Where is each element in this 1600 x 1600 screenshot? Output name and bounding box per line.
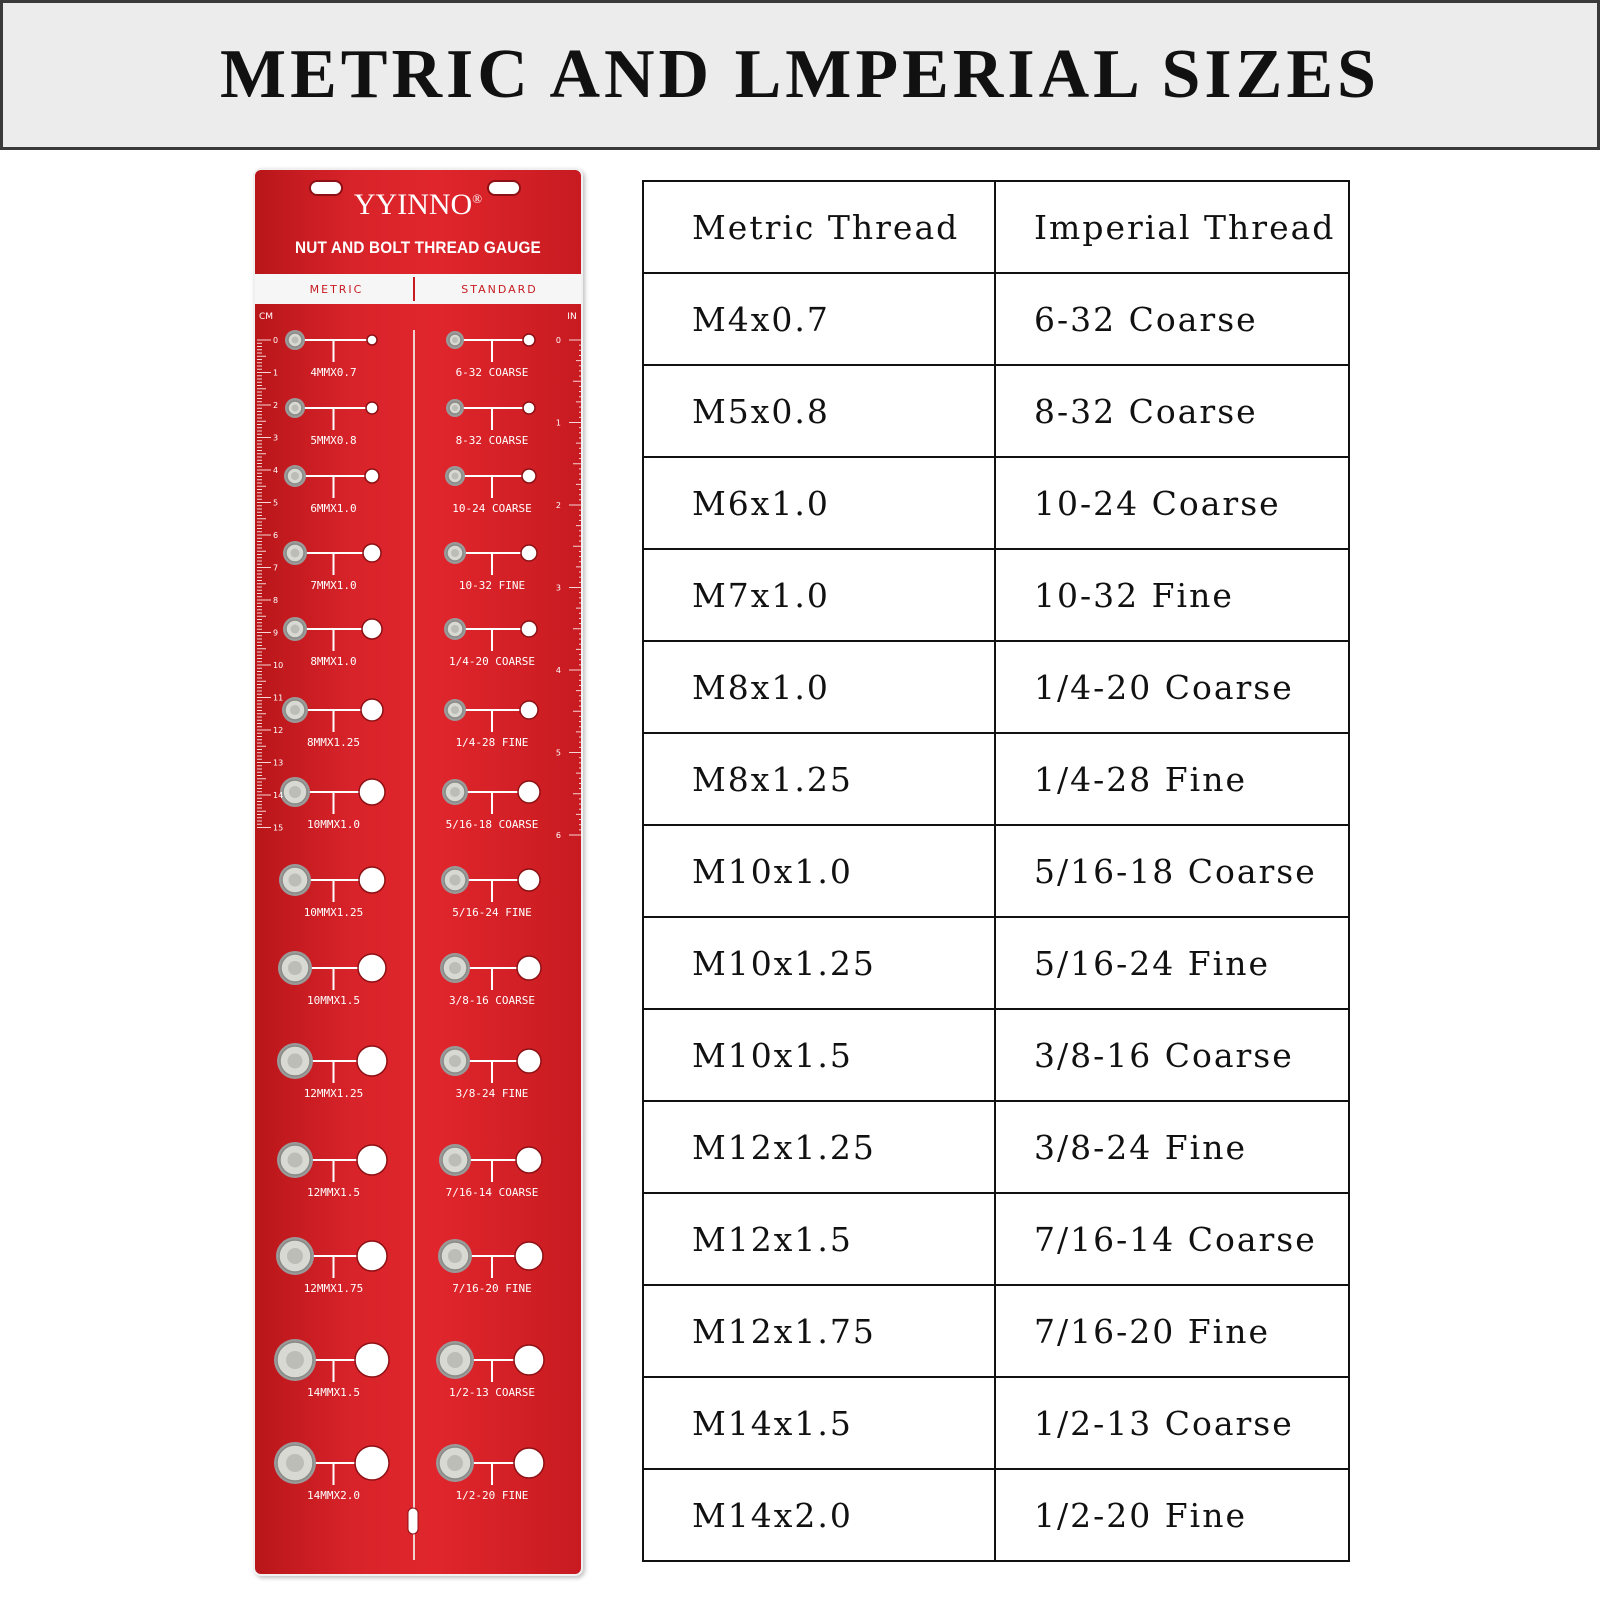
metric-stud-center [289, 874, 302, 887]
standard-hole [522, 469, 536, 483]
table-row [643, 365, 1349, 457]
standard-hole [514, 1345, 544, 1375]
metric-thread-cell: M4x0.7 [643, 273, 995, 365]
metric-size-label: 5MMX0.8 [310, 434, 357, 447]
standard-stud-center [451, 706, 459, 714]
metric-hole [365, 469, 379, 483]
standard-hole [517, 956, 541, 980]
metric-size-label: 6MMX1.0 [310, 502, 357, 515]
metric-hole [358, 954, 386, 982]
table-row [643, 733, 1349, 825]
metric-thread-cell: M10x1.25 [643, 917, 995, 1009]
standard-hole [521, 621, 537, 637]
thread-gauge-plate [253, 168, 583, 1576]
metric-hole [362, 619, 382, 639]
metric-thread-cell: M10x1.5 [643, 1009, 995, 1101]
table-row [643, 1009, 1349, 1101]
standard-size-label: 1/4-20 COARSE [448, 655, 536, 668]
inch-label: 3 [555, 583, 561, 593]
standard-size-label: 3/8-16 COARSE [448, 994, 536, 1007]
metric-size-label: 12MMX1.75 [303, 1282, 364, 1295]
metric-stud-center [287, 1248, 303, 1264]
standard-stud-center [450, 875, 461, 886]
metric-thread-cell: M5x0.8 [643, 365, 995, 457]
cm-label: 8 [273, 596, 279, 605]
imperial-thread-cell: 3/8-24 Fine [995, 1101, 1349, 1193]
standard-heading: STANDARD [461, 282, 538, 296]
cm-label: 13 [273, 758, 284, 768]
table-row [643, 1377, 1349, 1469]
imperial-thread-cell: 7/16-14 Coarse [995, 1193, 1349, 1285]
standard-size-label: 1/2-20 FINE [455, 1489, 529, 1502]
table-row [643, 549, 1349, 641]
inch-label: 5 [555, 748, 561, 758]
table-row [643, 1193, 1349, 1285]
standard-size-label: 5/16-18 COARSE [445, 818, 539, 831]
standard-stud-center [452, 337, 458, 343]
inch-label: 4 [555, 666, 561, 675]
cm-label: 0 [273, 336, 279, 345]
imperial-thread-cell: 7/16-20 Fine [995, 1285, 1349, 1377]
standard-stud-center [452, 405, 458, 411]
standard-stud-center [448, 1249, 462, 1263]
standard-hole [515, 1242, 543, 1270]
metric-stud-center [291, 472, 299, 480]
table-row [643, 457, 1349, 549]
metric-size-label: 12MMX1.25 [303, 1087, 364, 1100]
metric-thread-cell: M14x2.0 [643, 1469, 995, 1561]
metric-stud-center [292, 337, 299, 344]
table-row [643, 273, 1349, 365]
metric-thread-cell: M8x1.25 [643, 733, 995, 825]
imperial-thread-cell: 1/4-28 Fine [995, 733, 1349, 825]
standard-hole [523, 402, 535, 414]
inch-label: 1 [555, 418, 561, 428]
metric-hole [355, 1446, 389, 1480]
metric-size-label: 10MMX1.0 [307, 818, 360, 831]
metric-stud-center [289, 786, 301, 798]
cm-label: 12 [273, 726, 284, 735]
metric-thread-cell: M12x1.5 [643, 1193, 995, 1285]
metric-hole [359, 867, 385, 893]
metric-size-label: 14MMX1.5 [307, 1386, 360, 1399]
title-banner [0, 0, 1600, 150]
metric-hole [357, 1241, 387, 1271]
metric-size-label: 10MMX1.25 [303, 906, 364, 919]
imperial-thread-cell: 3/8-16 Coarse [995, 1009, 1349, 1101]
page-title: METRIC AND LMPERIAL SIZES [220, 36, 1380, 113]
standard-hole [518, 781, 540, 803]
imperial-thread-cell: 10-32 Fine [995, 549, 1349, 641]
cm-label: 11 [273, 693, 284, 703]
metric-stud-center [290, 705, 300, 715]
standard-stud-center [450, 787, 460, 797]
metric-thread-cell: M14x1.5 [643, 1377, 995, 1469]
inch-label: 2 [555, 501, 561, 510]
metric-thread-cell: M8x1.0 [643, 641, 995, 733]
table-row [643, 1101, 1349, 1193]
metric-thread-cell: M7x1.0 [643, 549, 995, 641]
metric-size-label: 8MMX1.0 [310, 655, 357, 668]
metric-stud-center [291, 625, 300, 634]
metric-heading: METRIC [309, 282, 364, 296]
standard-hole [516, 1147, 542, 1173]
standard-size-label: 5/16-24 FINE [452, 906, 532, 919]
cm-unit-label: CM [259, 312, 274, 322]
standard-stud-center [449, 962, 461, 974]
table-row [643, 917, 1349, 1009]
imperial-thread-cell: 6-32 Coarse [995, 273, 1349, 365]
metric-hole [363, 544, 381, 562]
standard-size-label: 7/16-14 COARSE [445, 1186, 539, 1199]
metric-thread-cell: M12x1.25 [643, 1101, 995, 1193]
cm-label: 10 [273, 661, 284, 670]
imperial-thread-cell: 1/4-20 Coarse [995, 641, 1349, 733]
cm-label: 15 [273, 823, 284, 833]
metric-stud-center [291, 549, 300, 558]
imperial-thread-header: Imperial Thread [995, 181, 1349, 273]
standard-stud-center [447, 1352, 463, 1368]
metric-stud-center [288, 961, 302, 975]
standard-size-label: 6-32 COARSE [455, 366, 529, 379]
table-row [643, 1285, 1349, 1377]
metric-stud-center [288, 1054, 303, 1069]
cm-label: 4 [273, 466, 279, 475]
standard-hole [517, 1049, 541, 1073]
inch-label: 6 [555, 831, 561, 840]
table-header-row [643, 181, 1349, 273]
table-row [643, 641, 1349, 733]
gauge-title: NUT AND BOLT THREAD GAUGE [295, 238, 541, 257]
metric-size-label: 4MMX0.7 [310, 366, 357, 379]
metric-size-label: 8MMX1.25 [307, 736, 360, 749]
thread-size-table [642, 180, 1350, 1562]
standard-hole [518, 869, 540, 891]
metric-hole [359, 779, 385, 805]
standard-stud-center [452, 473, 459, 480]
inch-label: 0 [555, 336, 561, 345]
metric-stud-center [292, 405, 299, 412]
cm-label: 6 [273, 531, 279, 540]
imperial-thread-cell: 8-32 Coarse [995, 365, 1349, 457]
standard-size-label: 1/4-28 FINE [455, 736, 529, 749]
imperial-thread-cell: 10-24 Coarse [995, 457, 1349, 549]
metric-size-label: 12MMX1.5 [307, 1186, 360, 1199]
metric-stud-center [288, 1153, 303, 1168]
metric-size-label: 14MMX2.0 [307, 1489, 360, 1502]
table-row [643, 1469, 1349, 1561]
cm-label: 5 [273, 498, 279, 508]
metric-hole [367, 335, 377, 345]
metric-stud-center [286, 1454, 304, 1472]
metric-thread-header: Metric Thread [643, 181, 995, 273]
cm-label: 9 [273, 628, 279, 638]
in-unit-label: IN [567, 312, 577, 322]
cm-label: 3 [273, 433, 279, 443]
standard-stud-center [451, 625, 459, 633]
cm-label: 7 [273, 563, 279, 573]
metric-hole [361, 699, 383, 721]
metric-thread-cell: M6x1.0 [643, 457, 995, 549]
standard-size-label: 10-24 COARSE [452, 502, 532, 515]
imperial-thread-cell: 1/2-13 Coarse [995, 1377, 1349, 1469]
standard-stud-center [447, 1455, 463, 1471]
metric-hole [357, 1046, 387, 1076]
imperial-thread-cell: 5/16-24 Fine [995, 917, 1349, 1009]
imperial-thread-cell: 1/2-20 Fine [995, 1469, 1349, 1561]
standard-hole [514, 1448, 544, 1478]
standard-stud-center [449, 1154, 462, 1167]
cm-label: 1 [273, 368, 279, 378]
standard-stud-center [449, 1055, 461, 1067]
table-row [643, 825, 1349, 917]
metric-hole [357, 1145, 387, 1175]
cm-label: 2 [273, 401, 279, 410]
standard-size-label: 3/8-24 FINE [455, 1087, 529, 1100]
metric-thread-cell: M12x1.75 [643, 1285, 995, 1377]
standard-size-label: 1/2-13 COARSE [448, 1386, 536, 1399]
imperial-thread-cell: 5/16-18 Coarse [995, 825, 1349, 917]
gauge-studs-and-holes [255, 170, 583, 1576]
cm-label: 14 [273, 791, 284, 800]
metric-stud-center [286, 1351, 304, 1369]
brand-logo: YYINNO® [353, 188, 483, 221]
standard-size-label: 10-32 FINE [458, 579, 526, 592]
standard-hole [520, 701, 538, 719]
metric-thread-cell: M10x1.0 [643, 825, 995, 917]
standard-size-label: 8-32 COARSE [455, 434, 529, 447]
standard-stud-center [451, 549, 459, 557]
standard-hole [523, 334, 535, 346]
bottom-slot [408, 1508, 418, 1534]
standard-size-label: 7/16-20 FINE [452, 1282, 532, 1295]
metric-size-label: 10MMX1.5 [307, 994, 360, 1007]
metric-size-label: 7MMX1.0 [310, 579, 357, 592]
metric-hole [366, 402, 378, 414]
metric-hole [355, 1343, 389, 1377]
standard-hole [521, 545, 537, 561]
